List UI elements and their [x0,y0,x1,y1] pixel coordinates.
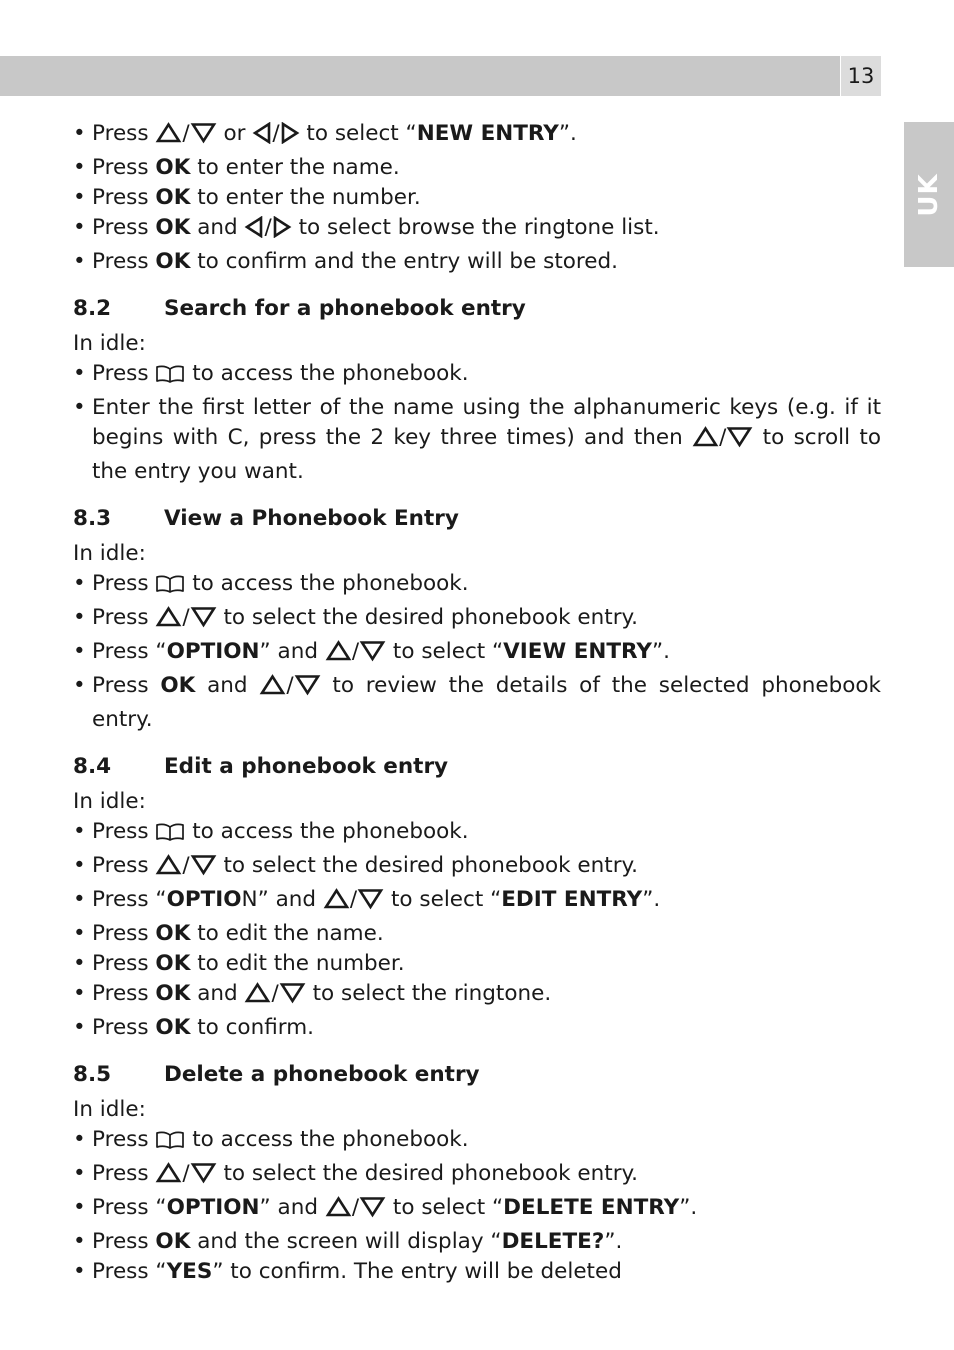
section-heading [73,1060,881,1090]
text: to access the phonebook. [185,1127,469,1152]
menu-label: OPTION [166,1195,260,1220]
triangle-down-icon [190,1162,217,1193]
text: Press [92,921,156,946]
in-idle-label: In idle: [73,789,146,814]
text: Press “ [92,887,167,912]
list-item [73,603,881,637]
list-item [73,851,881,885]
bullet: • [73,1015,86,1040]
slash: / [264,215,272,240]
in-idle-label: In idle: [73,541,146,566]
text: to edit the number. [190,951,405,976]
section-number: 8.4 [73,754,112,779]
text: to select the ringtone. [305,981,552,1006]
triangle-up-icon [155,1162,182,1193]
bullet: • [73,571,86,596]
text: to access the phonebook. [185,819,469,844]
list-item [73,1013,881,1043]
open-book-icon [155,363,185,393]
page-content [73,119,881,1287]
bullet: • [73,185,86,210]
triangle-down-icon [190,122,217,153]
list-item [73,1193,881,1227]
triangle-down-icon [359,640,386,671]
triangle-up-icon [692,426,719,457]
menu-label: OPTION [166,639,260,664]
triangle-up-icon [155,122,182,153]
key-label: OK [155,155,191,180]
language-tab-label: UK [914,172,944,217]
text: Press [92,571,156,596]
slash: / [182,1161,190,1186]
text: to select the desired phonebook entry. [216,853,639,878]
key-label: OK [155,249,191,274]
triangle-down-icon [190,606,217,637]
menu-label: DELETE ENTRY [503,1195,680,1220]
text: to confirm and the entry will be stored. [190,249,618,274]
list-item [73,359,881,393]
list-item [73,1125,881,1159]
list-item [73,1159,881,1193]
bullet: • [73,1195,86,1220]
triangle-left-icon [252,122,272,153]
text: to enter the number. [190,185,421,210]
bullet: • [73,155,86,180]
text: ”. [679,1195,698,1220]
section-number: 8.2 [73,296,112,321]
list-item [73,1227,881,1257]
list-item [73,569,881,603]
text: to select browse the ringtone list. [291,215,660,240]
text: Press [92,673,161,698]
key-label: OK [155,921,191,946]
text: ”. [604,1229,623,1254]
list-item [73,247,881,277]
bullet: • [73,1161,86,1186]
key-label: OK [155,1015,191,1040]
open-book-icon [155,821,185,851]
text: Press “ [92,1195,167,1220]
menu-label: NEW ENTRY [416,121,559,146]
text: Press [92,155,156,180]
text: to select the desired phonebook entry. [216,1161,639,1186]
list-item [73,119,881,153]
menu-label: OPTIO [166,887,242,912]
text: Press [92,1161,156,1186]
text: Press [92,361,156,386]
bullet: • [73,395,86,420]
list-item [73,671,881,735]
text: ”. [642,887,661,912]
bullet: • [73,673,86,698]
text: Press [92,951,156,976]
text: to select “ [384,887,502,912]
text: or [216,121,253,146]
text: Press [92,249,156,274]
key-label: YES [166,1259,213,1284]
text: to select “ [386,639,504,664]
key-label: OK [155,1229,191,1254]
list-item [73,153,881,183]
slash: / [351,1195,360,1220]
bullet: • [73,361,86,386]
text: Enter the first letter of the name using the alphanumeric keys (e.g. if it begins with C, press the 2 key three times) and then [92,395,881,450]
text: Press [92,605,156,630]
section-title: View a Phonebook Entry [164,506,459,531]
text: Press [92,981,156,1006]
menu-label: VIEW ENTRY [503,639,652,664]
text: Press [92,215,156,240]
in-idle-label: In idle: [73,331,146,356]
text: Press [92,819,156,844]
triangle-up-icon [155,854,182,885]
page-number: 13 [841,56,881,96]
bullet: • [73,887,86,912]
slash: / [349,887,358,912]
text: to edit the name. [190,921,384,946]
triangle-left-icon [244,216,264,247]
bullet: • [73,215,86,240]
bullet: • [73,1229,86,1254]
text: and [190,215,245,240]
slash: / [351,639,360,664]
text: ”. [652,639,670,664]
text: to select “ [386,1195,504,1220]
section-heading [73,752,881,782]
slash: / [182,605,190,630]
triangle-up-icon [259,674,286,705]
bullet: • [73,981,86,1006]
triangle-down-icon [279,982,306,1013]
text: to select the desired phonebook entry. [216,605,639,630]
text: to select “ [299,121,417,146]
bullet: • [73,819,86,844]
bullet: • [73,853,86,878]
text: to review the details of the selected phonebook entry. [92,673,882,732]
text: and [190,981,245,1006]
text: Press [92,1127,156,1152]
triangle-up-icon [325,640,352,671]
text: to access the phonebook. [185,571,469,596]
bullet: • [73,921,86,946]
key-label: OK [155,215,191,240]
section-title: Edit a phonebook entry [164,754,449,779]
section-number: 8.3 [73,506,112,531]
header-bar [0,56,840,96]
text: Press [92,1015,156,1040]
section-heading [73,294,881,324]
text: to confirm. [190,1015,314,1040]
triangle-down-icon [190,854,217,885]
bullet: • [73,249,86,274]
slash: / [182,121,190,146]
triangle-up-icon [323,888,350,919]
triangle-down-icon [357,888,384,919]
bullet: • [73,951,86,976]
section-title: Search for a phonebook entry [164,296,526,321]
key-label: OK [155,185,191,210]
open-book-icon [155,1129,185,1159]
open-book-icon [155,573,185,603]
list-item [73,183,881,213]
list-item [73,213,881,247]
list-item [73,949,881,979]
list-item [73,817,881,851]
section-title: Delete a phonebook entry [164,1062,480,1087]
menu-label: DELETE? [501,1229,605,1254]
triangle-up-icon [325,1196,352,1227]
list-item [73,637,881,671]
bullet: • [73,1127,86,1152]
text: Press [92,185,156,210]
text: to access the phonebook. [185,361,469,386]
text: Press “ [92,1259,167,1284]
text: ” and [259,1195,325,1220]
section-number: 8.5 [73,1062,112,1087]
text: ” to confirm. The entry will be deleted [212,1259,622,1284]
text: to enter the name. [190,155,400,180]
slash: / [272,121,280,146]
in-idle-label: In idle: [73,1097,146,1122]
slash: / [286,673,294,698]
bullet: • [73,639,86,664]
key-label: OK [155,981,191,1006]
bullet: • [73,1259,86,1284]
text: Press “ [92,639,167,664]
triangle-down-icon [359,1196,386,1227]
triangle-down-icon [726,426,753,457]
text: Press [92,853,156,878]
text: N” and [241,887,323,912]
text: and the screen will display “ [190,1229,502,1254]
triangle-right-icon [280,122,300,153]
slash: / [719,425,727,450]
section-heading [73,504,881,534]
text: ”. [558,121,577,146]
key-label: OK [155,951,191,976]
language-tab [904,122,954,267]
text: and [195,673,260,698]
text: ” and [259,639,325,664]
triangle-right-icon [272,216,292,247]
key-label: OK [160,673,196,698]
triangle-down-icon [294,674,321,705]
text: Press [92,121,156,146]
text: to scroll to the entry you want. [92,425,881,484]
triangle-up-icon [155,606,182,637]
slash: / [271,981,279,1006]
bullet: • [73,605,86,630]
text: Press [92,1229,156,1254]
list-item [73,979,881,1013]
bullet: • [73,121,86,146]
list-item [73,1257,881,1287]
list-item [73,919,881,949]
slash: / [182,853,190,878]
menu-label: EDIT ENTRY [501,887,643,912]
list-item [73,885,881,919]
list-item [73,393,881,487]
triangle-up-icon [244,982,271,1013]
